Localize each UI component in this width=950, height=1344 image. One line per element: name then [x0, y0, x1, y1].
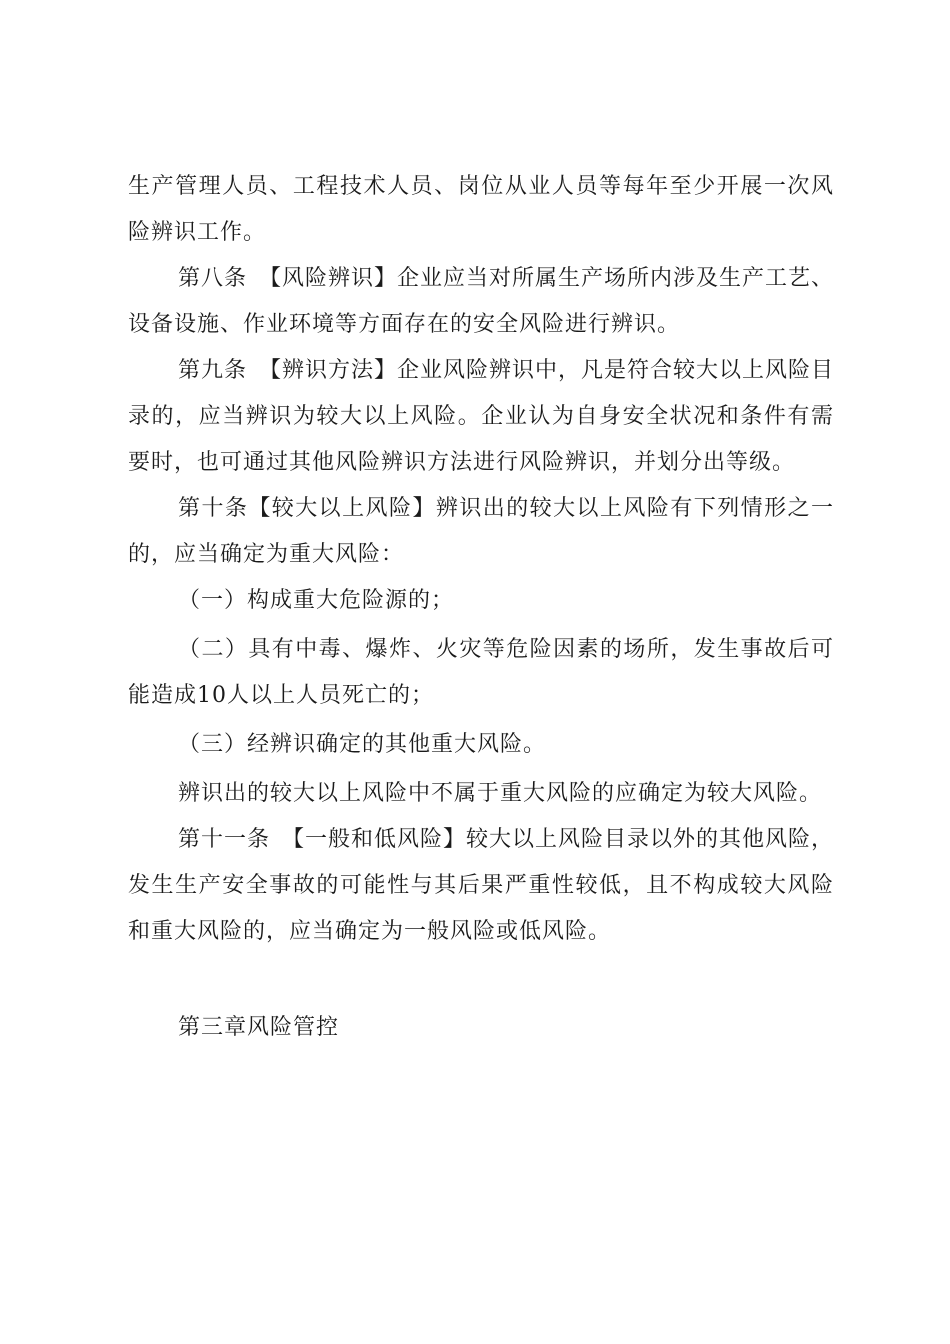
article-10-paragraph: 第十条【较大以上风险】辨识出的较大以上风险有下列情形之一的，应当确定为重大风险： [128, 496, 834, 567]
article-8-paragraph: 第八条 【风险辨识】企业应当对所属生产场所内涉及生产工艺、设备设施、作业环境等方面存在的安全风险进行辨识。 [128, 266, 835, 337]
article-11-paragraph: 第十一条 【一般和低风险】较大以上风险目录以外的其他风险，发生生产安全事故的可能性与其后果严重性较低，且不构成较大风险和重大风险的，应当确定为一般风险或低风险。 [128, 827, 835, 944]
chapter-heading: 第三章风险管控 [178, 1015, 340, 1040]
list-item-2: （二）具有中毒、爆炸、火灾等危险因素的场所，发生事故后可能造成10人以上人员死亡的； [128, 637, 834, 708]
list-item-3: （三）经辨识确定的其他重大风险。 [178, 732, 547, 757]
article-9-paragraph: 第九条 【辨识方法】企业风险辨识中，凡是符合较大以上风险目录的，应当辨识为较大以上风险。企业认为自身安全状况和条件有需要时，也可通过其他风险辨识方法进行风险辨识，并划分出等级。 [128, 358, 835, 475]
document-page [128, 164, 834, 1051]
summary-paragraph: 辨识出的较大以上风险中不属于重大风险的应确定为较大风险。 [178, 781, 823, 806]
list-item-1: （一）构成重大危险源的； [178, 588, 455, 613]
paragraph-continuation: 生产管理人员、工程技术人员、岗位从业人员等每年至少开展一次风险辨识工作。 [128, 174, 834, 245]
